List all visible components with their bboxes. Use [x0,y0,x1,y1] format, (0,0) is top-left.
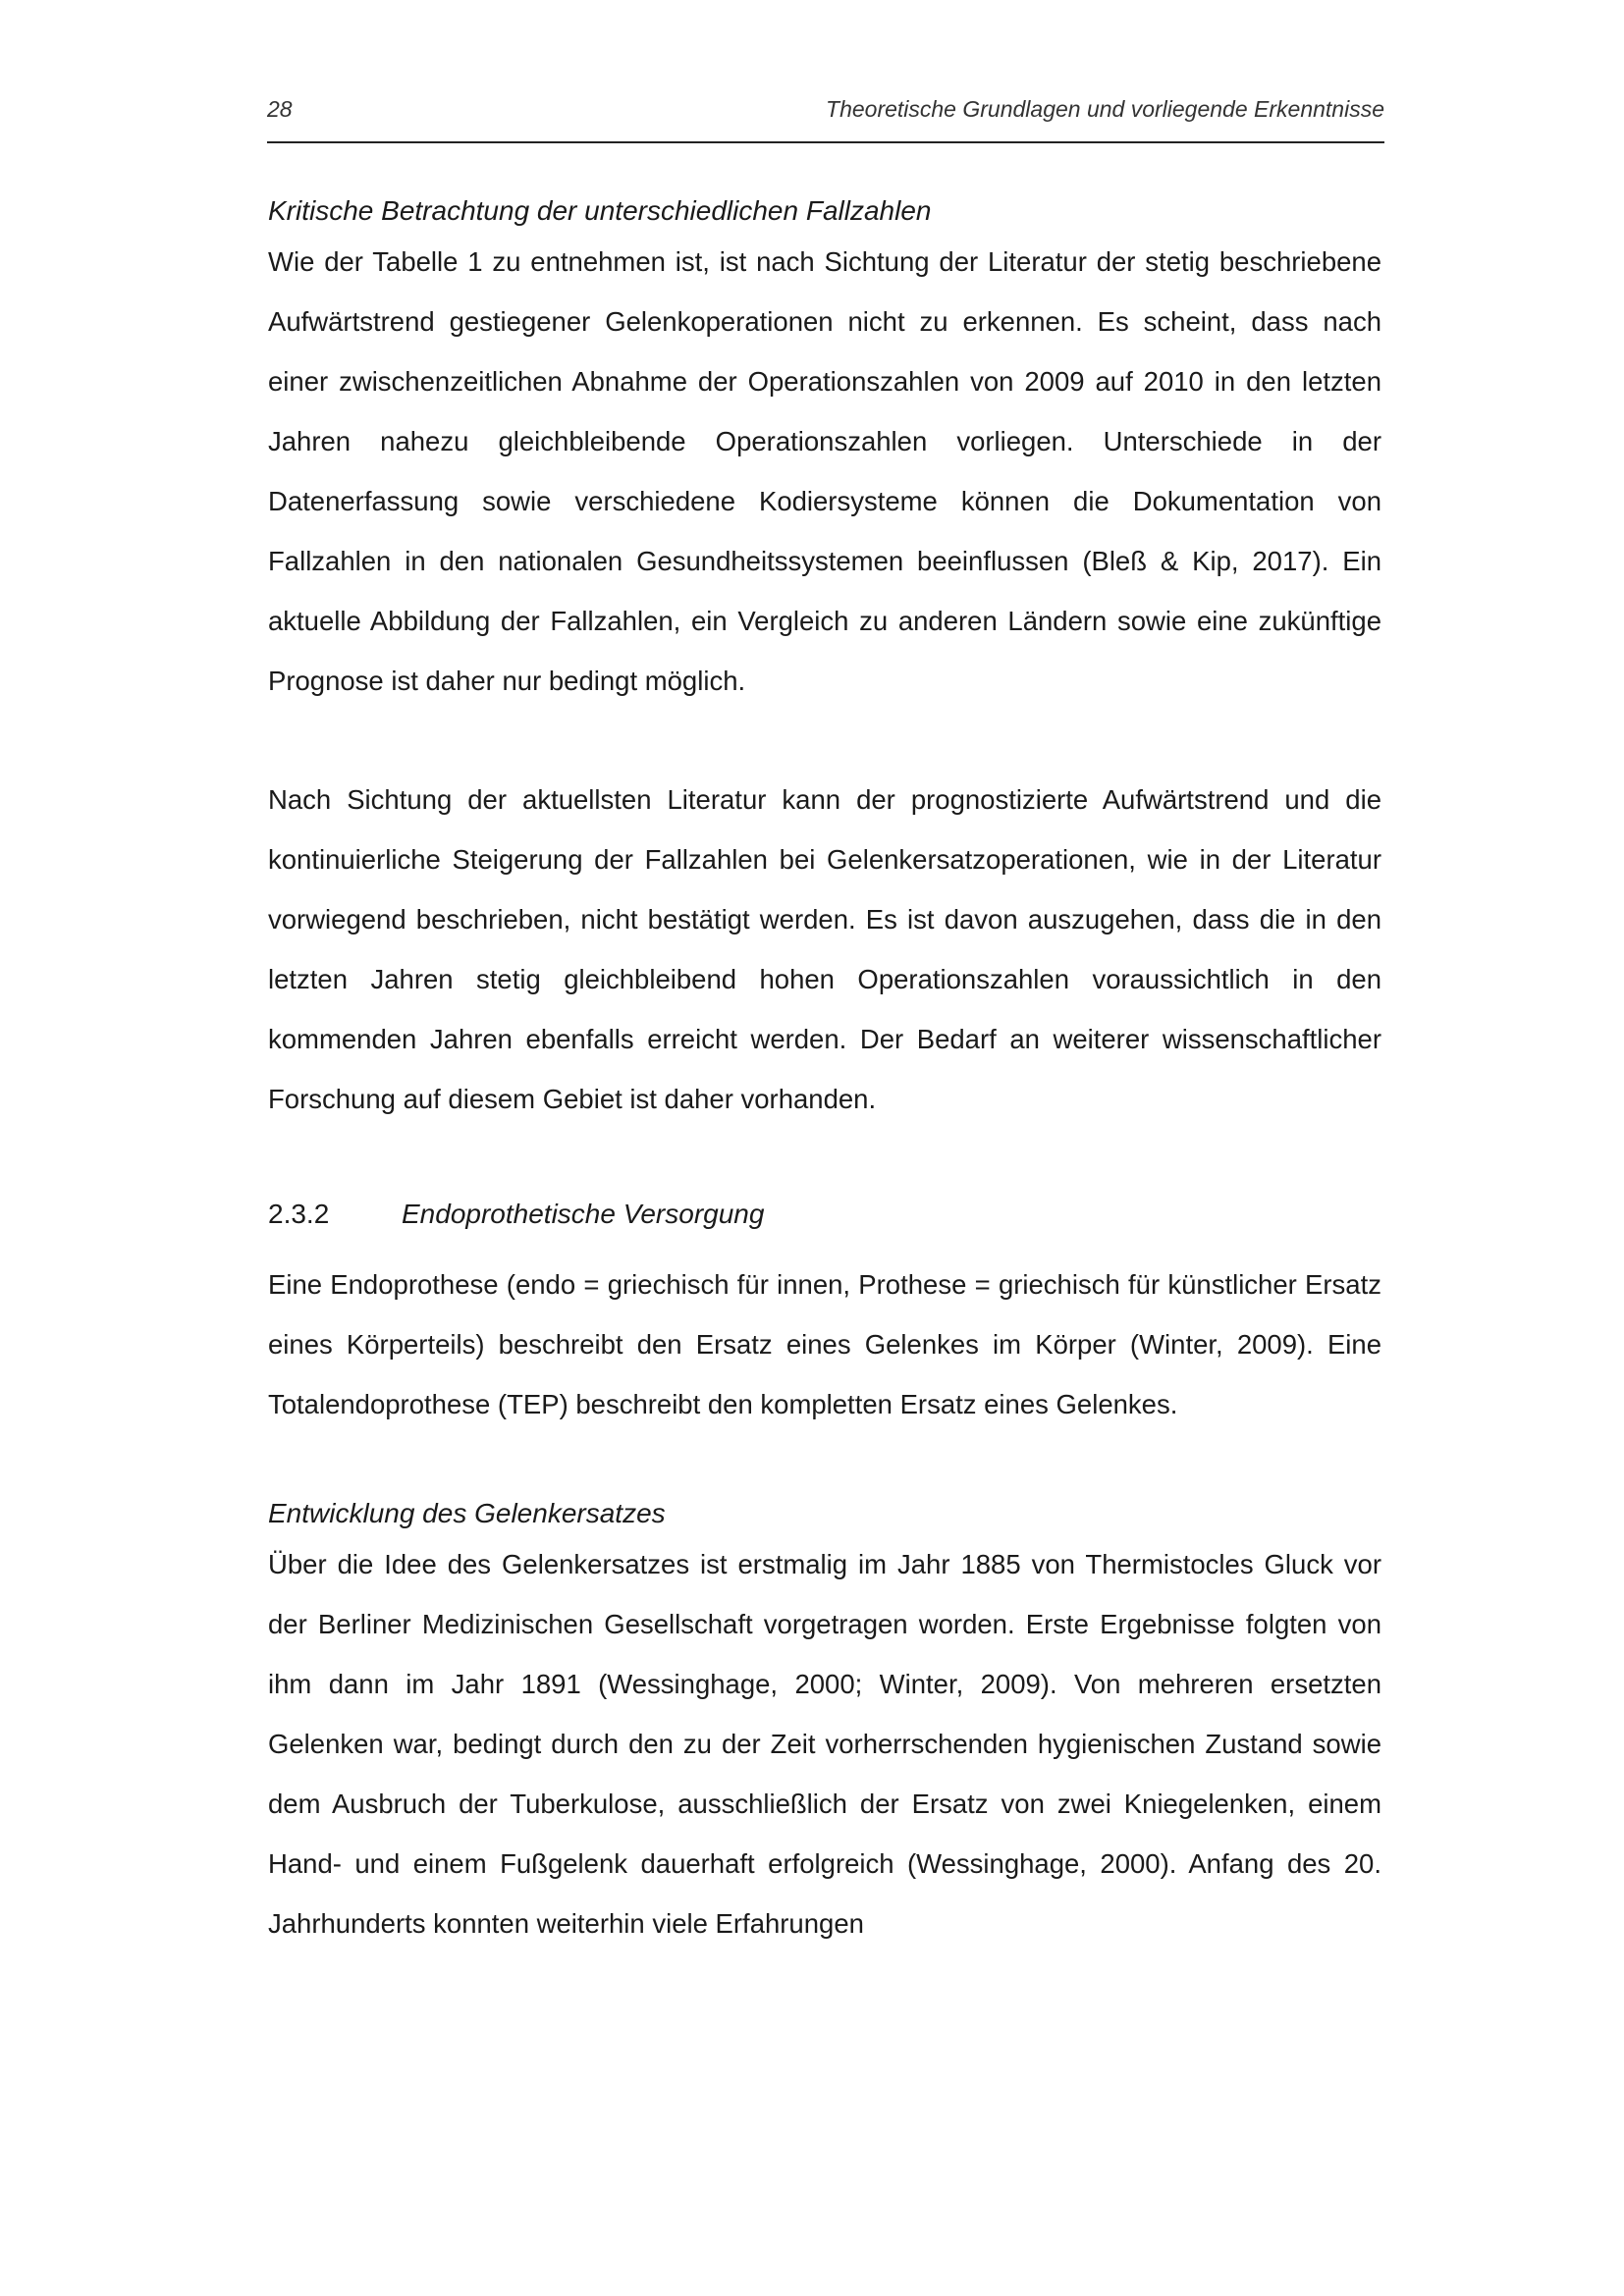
section-gap [268,1129,1381,1194]
running-title: Theoretische Grundlagen und vorliegende Erkenntnisse [826,96,1384,122]
subheading-entwicklung: Entwicklung des Gelenkersatzes [268,1498,666,1528]
page-body [268,190,1381,1953]
section-title: Endoprothetische Versorgung [402,1199,765,1229]
paragraph-gap [268,1434,1381,1493]
paragraph-gap [268,711,1381,770]
paragraph-fallzahlen-conclusion: Nach Sichtung der aktuellsten Literatur kann der prognostizierte Aufwärtstrend und die kontinuierliche Steigerung der Fallzahlen bei Gelenkersatzoperationen, wie in der Literatur vorwiegend beschrieben, nicht bestätigt werden. Es ist davon auszugehen, dass die in den letzten Jahren stetig gleichbleibend hohen Operationszahlen voraussichtlich in den kommenden Jahren ebenfalls erreicht werden. Der Bedarf an weiterer wissenschaftlicher Forschung auf diesem Gebiet ist daher vorhanden. [268,784,1381,1114]
subheading-fallzahlen: Kritische Betrachtung der unterschiedlichen Fallzahlen [268,195,932,226]
paragraph-entwicklung-history: Über die Idee des Gelenkersatzes ist erstmalig im Jahr 1885 von Thermistocles Gluck vor der Berliner Medizinischen Gesellschaft vorgetragen worden. Erste Ergebnisse folgten von ihm dann im Jahr 1891 (Wessinghage, 2000; Winter, 2009). Von mehreren ersetzten Gelenken war, bedingt durch den zu der Zeit vorherrschenden hygienischen Zustand sowie dem Ausbruch der Tuberkulose, ausschließlich der Ersatz von zwei Kniegelenken, einem Hand- und einem Fußgelenk dauerhaft erfolgreich (Wessinghage, 2000). Anfang des 20. Jahrhunderts konnten weiterhin viele Erfahrungen [268,1549,1381,1939]
page-number: 28 [267,96,293,122]
page-header [267,94,1384,143]
section-heading-endoprothetik [268,1194,1381,1235]
section-number: 2.3.2 [268,1199,330,1229]
paragraph-endoprothese-definition: Eine Endoprothese (endo = griechisch für innen, Prothese = griechisch für künstlicher Ersatz eines Körperteils) beschreibt den Ersatz eines Gelenkes im Körper (Winter, 2009). Eine Totalendoprothese (TEP) beschreibt den kompletten Ersatz eines Gelenkes. [268,1269,1381,1419]
paragraph-fallzahlen-trend: Wie der Tabelle 1 zu entnehmen ist, ist nach Sichtung der Literatur der stetig beschriebene Aufwärtstrend gestiegener Gelenkoperationen nicht zu erkennen. Es scheint, dass nach einer zwischenzeitlichen Abnahme der Operationszahlen von 2009 auf 2010 in den letzten Jahren nahezu gleichbleibende Operationszahlen vorliegen. Unterschiede in der Datenerfassung sowie verschiedene Kodiersysteme können die Dokumentation von Fallzahlen in den nationalen Gesundheitssystemen beeinflussen (Bleß & Kip, 2017). Ein aktuelle Abbildung der Fallzahlen, ein Vergleich zu anderen Ländern sowie eine zukünftige Prognose ist daher nur bedingt möglich. [268,246,1381,696]
